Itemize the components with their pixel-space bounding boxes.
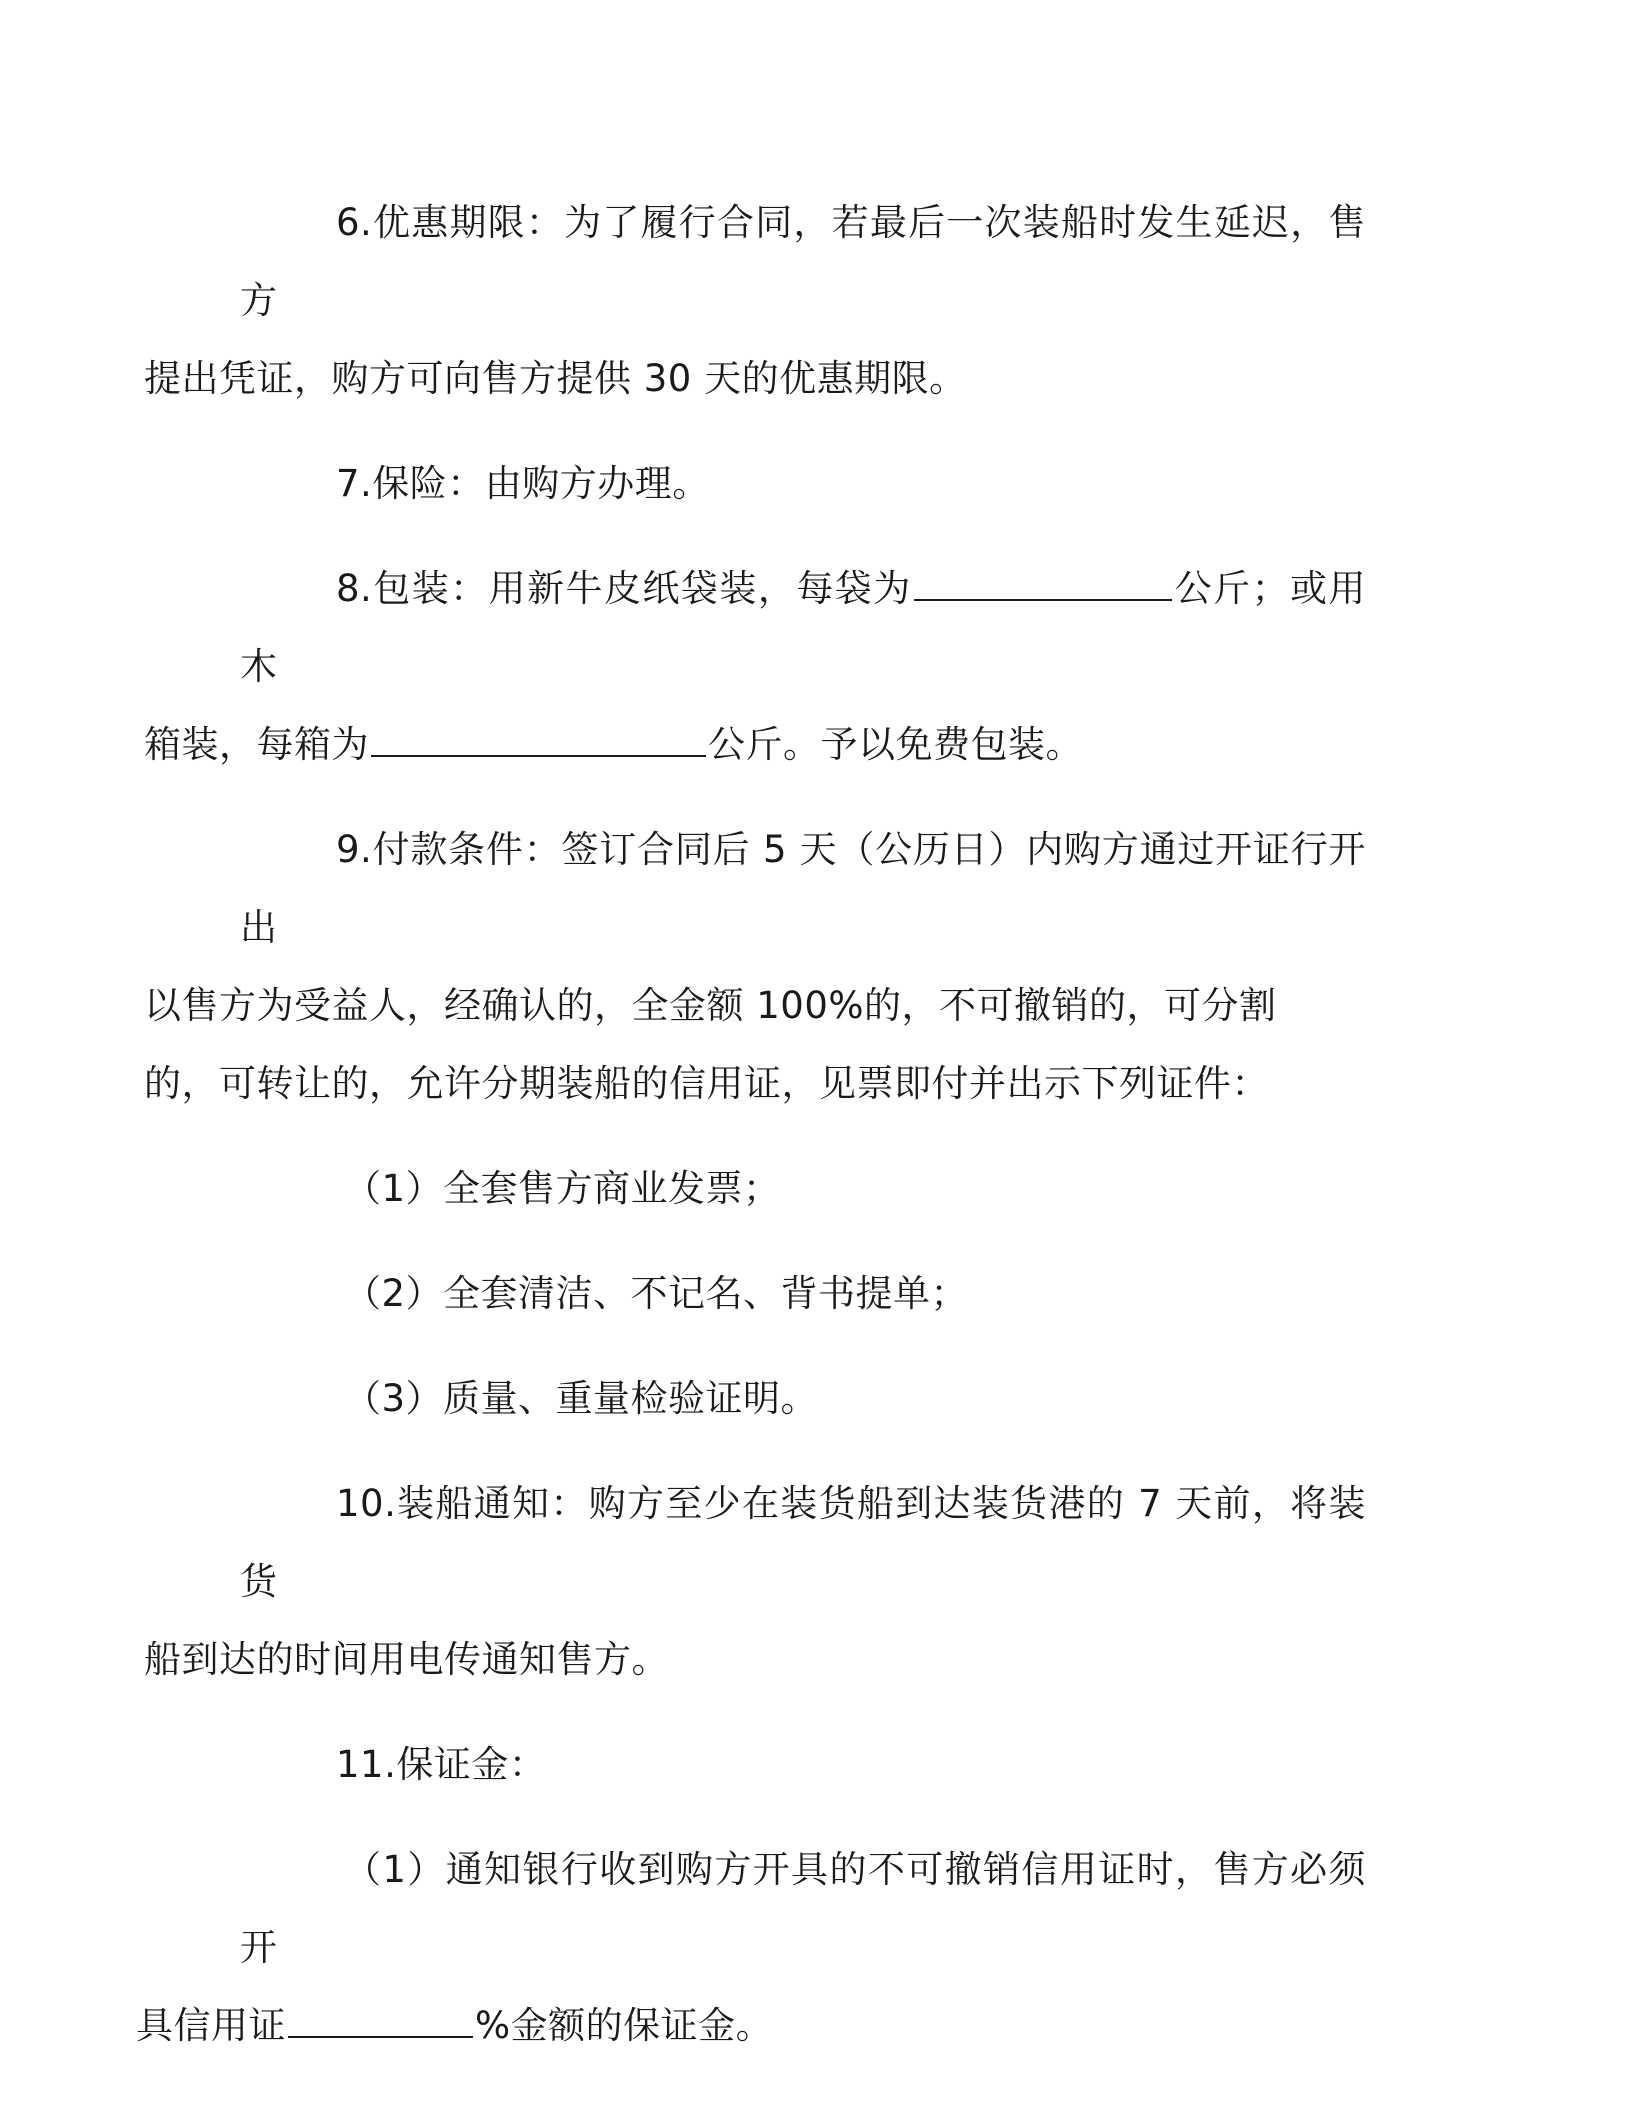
clause-11-item-1 — [136, 1831, 1366, 2065]
clause-11-item-1-line-1: （1）通知银行收到购方开具的不可撤销信用证时，售方必须开 — [240, 1848, 1366, 1969]
box-weight-blank — [371, 721, 706, 757]
clause-11-item-1-text-2: 具信用证 — [136, 2004, 286, 2047]
deposit-percent-blank — [288, 2002, 473, 2038]
clause-8-text-4: 公斤。予以免费包装。 — [708, 723, 1083, 766]
clause-9-line-3: 的，可转让的，允许分期装船的信用证，见票即付并出示下列证件： — [144, 1062, 1269, 1105]
clause-8-packing — [144, 550, 1366, 784]
clause-9-item-3: （3）质量、重量检验证明。 — [344, 1377, 819, 1420]
clause-10-line-2: 船到达的时间用电传通知售方。 — [144, 1638, 669, 1681]
document-body — [136, 184, 1366, 2092]
clause-10-line-1: 10.装船通知：购方至少在装货船到达装货港的 7 天前，将装货 — [240, 1482, 1366, 1603]
clause-11-item-1-text-3: %金额的保证金。 — [475, 2004, 774, 2047]
clause-9-item-2: （2）全套清洁、不记名、背书提单； — [344, 1272, 969, 1315]
clause-8-text-3: 箱装，每箱为 — [144, 723, 369, 766]
clause-11-deposit: 11.保证金： — [336, 1743, 547, 1786]
clause-9-line-1: 9.付款条件：签订合同后 5 天（公历日）内购方通过开证行开出 — [240, 828, 1366, 949]
clause-7-insurance: 7.保险：由购方办理。 — [336, 462, 710, 505]
clause-9-line-2: 以售方为受益人，经确认的，全金额 100%的，不可撤销的，可分割 — [144, 984, 1277, 1027]
clause-6-line-1: 6.优惠期限：为了履行合同，若最后一次装船时发生延迟，售方 — [240, 201, 1366, 322]
clause-6-grace-period — [144, 184, 1366, 418]
clause-8-text-2: 公斤；或用木 — [240, 567, 1366, 688]
clause-9-payment-terms — [144, 811, 1366, 1123]
clause-9-item-1: （1）全套售方商业发票； — [344, 1167, 781, 1210]
clause-10-shipping-notice — [144, 1465, 1366, 1699]
clause-6-line-2: 提出凭证，购方可向售方提供 30 天的优惠期限。 — [144, 357, 967, 400]
bag-weight-blank — [914, 565, 1172, 601]
clause-8-text-1: 8.包装：用新牛皮纸袋装，每袋为 — [336, 567, 912, 610]
